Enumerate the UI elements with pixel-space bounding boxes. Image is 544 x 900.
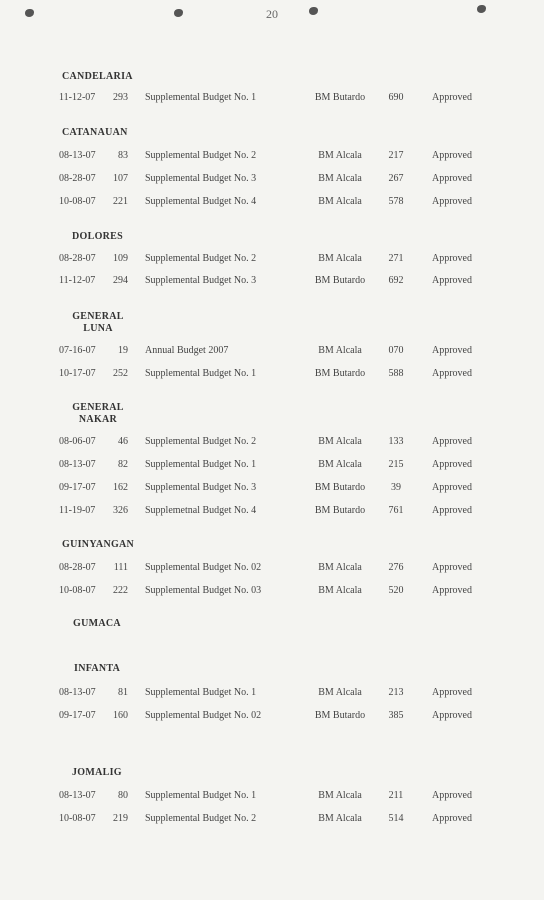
ordinance-number: 271 (388, 253, 404, 264)
municipality-heading-line1: GENERAL (72, 402, 124, 413)
ordinance-number: 267 (388, 173, 404, 184)
budget-description: Supplemental Budget No. 2 (145, 813, 257, 824)
resolution-date: 10-17-07 (59, 368, 96, 379)
municipality-heading: GUMACA (73, 618, 121, 629)
resolution-number: 294 (113, 275, 128, 286)
ordinance-number: 692 (388, 275, 404, 286)
status: Approved (432, 813, 472, 824)
budget-description: Supplemental Budget No. 02 (145, 710, 262, 721)
status: Approved (432, 482, 472, 493)
table-row (0, 150, 544, 163)
resolution-date: 08-13-07 (59, 459, 96, 470)
sponsor: BM Alcala (318, 196, 362, 207)
resolution-date: 07-16-07 (59, 345, 96, 356)
municipality-heading-line1: GENERAL (72, 311, 124, 322)
status: Approved (432, 150, 472, 161)
resolution-number: 83 (118, 150, 128, 161)
resolution-date: 08-06-07 (59, 436, 96, 447)
punch-hole-mark (23, 7, 35, 19)
municipality-heading (72, 402, 124, 426)
ordinance-number: 385 (388, 710, 404, 721)
sponsor: BM Alcala (318, 687, 362, 698)
budget-description: Supplemental Budget No. 2 (145, 436, 257, 447)
budget-description: Supplemental Budget No. 2 (145, 253, 257, 264)
municipality-heading-line2: LUNA (83, 323, 113, 334)
ordinance-number: 690 (388, 92, 404, 103)
table-row (0, 710, 544, 723)
ordinance-number: 578 (388, 196, 404, 207)
resolution-number: 107 (113, 173, 128, 184)
budget-description: Supplemetnal Budget No. 4 (145, 505, 257, 516)
table-row (0, 92, 544, 105)
sponsor: BM Alcala (318, 459, 362, 470)
punch-hole-mark (307, 5, 319, 17)
resolution-date: 10-08-07 (59, 585, 96, 596)
table-row (0, 275, 544, 288)
punch-hole-mark (172, 7, 184, 19)
resolution-date: 08-13-07 (59, 790, 96, 801)
resolution-date: 09-17-07 (59, 710, 96, 721)
budget-description: Supplemental Budget No. 4 (145, 196, 257, 207)
status: Approved (432, 459, 472, 470)
sponsor: BM Butardo (314, 710, 366, 721)
sponsor: BM Alcala (318, 813, 362, 824)
sponsor: BM Alcala (318, 345, 362, 356)
sponsor: BM Alcala (318, 585, 362, 596)
table-row (0, 813, 544, 826)
budget-description: Supplemental Budget No. 1 (145, 687, 257, 698)
table-row (0, 790, 544, 803)
status: Approved (432, 368, 472, 379)
status: Approved (432, 253, 472, 264)
page-number: 20 (266, 7, 278, 21)
table-row (0, 253, 544, 266)
budget-description: Supplemental Budget No. 3 (145, 275, 257, 286)
budget-description: Supplemental Budget No. 3 (145, 173, 257, 184)
sponsor: BM Alcala (318, 562, 362, 573)
status: Approved (432, 790, 472, 801)
budget-description: Supplemental Budget No. 02 (145, 562, 262, 573)
table-row (0, 687, 544, 700)
resolution-number: 219 (113, 813, 128, 824)
resolution-number: 19 (118, 345, 128, 356)
ordinance-number: 217 (388, 150, 404, 161)
resolution-date: 10-08-07 (59, 813, 96, 824)
budget-description: Supplemental Budget No. 1 (145, 790, 257, 801)
status: Approved (432, 710, 472, 721)
ordinance-number: 213 (388, 687, 404, 698)
sponsor: BM Butardo (314, 92, 366, 103)
resolution-date: 11-19-07 (59, 505, 96, 516)
punch-hole-mark (475, 3, 487, 15)
status: Approved (432, 173, 472, 184)
budget-description: Supplemental Budget No. 1 (145, 92, 257, 103)
table-row (0, 196, 544, 209)
budget-description: Supplemental Budget No. 1 (145, 368, 257, 379)
budget-description: Supplemental Budget No. 2 (145, 150, 257, 161)
resolution-number: 81 (118, 687, 128, 698)
resolution-number: 293 (113, 92, 128, 103)
table-row (0, 482, 544, 495)
ordinance-number: 761 (388, 505, 404, 516)
resolution-date: 11-12-07 (59, 92, 96, 103)
resolution-number: 160 (113, 710, 128, 721)
ordinance-number: 514 (388, 813, 404, 824)
resolution-number: 222 (113, 585, 128, 596)
ordinance-number: 215 (388, 459, 404, 470)
resolution-number: 46 (118, 436, 128, 447)
table-row (0, 505, 544, 518)
status: Approved (432, 562, 472, 573)
budget-description: Annual Budget 2007 (145, 345, 229, 356)
resolution-date: 08-28-07 (59, 173, 96, 184)
municipality-heading: INFANTA (74, 663, 121, 674)
budget-description: Supplemental Budget No. 3 (145, 482, 257, 493)
ordinance-number: 133 (388, 436, 404, 447)
resolution-number: 111 (113, 562, 128, 573)
ordinance-number: 276 (388, 562, 404, 573)
status: Approved (432, 345, 472, 356)
resolution-date: 09-17-07 (59, 482, 96, 493)
resolution-date: 08-28-07 (59, 253, 96, 264)
sponsor: BM Butardo (314, 505, 366, 516)
municipality-heading: JOMALIG (72, 767, 122, 778)
sponsor: BM Alcala (318, 173, 362, 184)
resolution-number: 221 (113, 196, 128, 207)
table-row (0, 436, 544, 449)
table-row (0, 459, 544, 472)
resolution-number: 82 (118, 459, 128, 470)
status: Approved (432, 687, 472, 698)
sponsor: BM Alcala (318, 150, 362, 161)
status: Approved (432, 196, 472, 207)
sponsor: BM Butardo (314, 275, 366, 286)
resolution-date: 11-12-07 (59, 275, 96, 286)
resolution-number: 326 (113, 505, 128, 516)
resolution-number: 252 (113, 368, 128, 379)
status: Approved (432, 585, 472, 596)
resolution-date: 08-13-07 (59, 150, 96, 161)
municipality-heading: GUINYANGAN (62, 539, 135, 550)
sponsor: BM Alcala (318, 436, 362, 447)
table-row (0, 562, 544, 575)
sponsor: BM Alcala (318, 253, 362, 264)
table-row (0, 345, 544, 358)
municipality-heading: CATANAUAN (62, 127, 128, 138)
municipality-heading (72, 311, 124, 335)
ordinance-number: 520 (388, 585, 404, 596)
status: Approved (432, 436, 472, 447)
table-row (0, 585, 544, 598)
resolution-number: 80 (118, 790, 128, 801)
ordinance-number: 39 (391, 482, 401, 493)
sponsor: BM Butardo (314, 368, 366, 379)
status: Approved (432, 505, 472, 516)
ordinance-number: 070 (388, 345, 404, 356)
ordinance-number: 211 (388, 790, 404, 801)
ordinance-number: 588 (388, 368, 404, 379)
municipality-heading: CANDELARIA (62, 71, 133, 82)
table-row (0, 173, 544, 186)
budget-description: Supplemental Budget No. 03 (145, 585, 262, 596)
municipality-heading: DOLORES (72, 231, 124, 242)
resolution-number: 162 (113, 482, 128, 493)
resolution-number: 109 (113, 253, 128, 264)
resolution-date: 08-13-07 (59, 687, 96, 698)
table-row (0, 368, 544, 381)
municipality-heading-line2: NAKAR (78, 414, 118, 425)
budget-description: Supplemental Budget No. 1 (145, 459, 257, 470)
sponsor: BM Alcala (318, 790, 362, 801)
sponsor: BM Butardo (314, 482, 366, 493)
status: Approved (432, 92, 472, 103)
resolution-date: 10-08-07 (59, 196, 96, 207)
status: Approved (432, 275, 472, 286)
resolution-date: 08-28-07 (59, 562, 96, 573)
